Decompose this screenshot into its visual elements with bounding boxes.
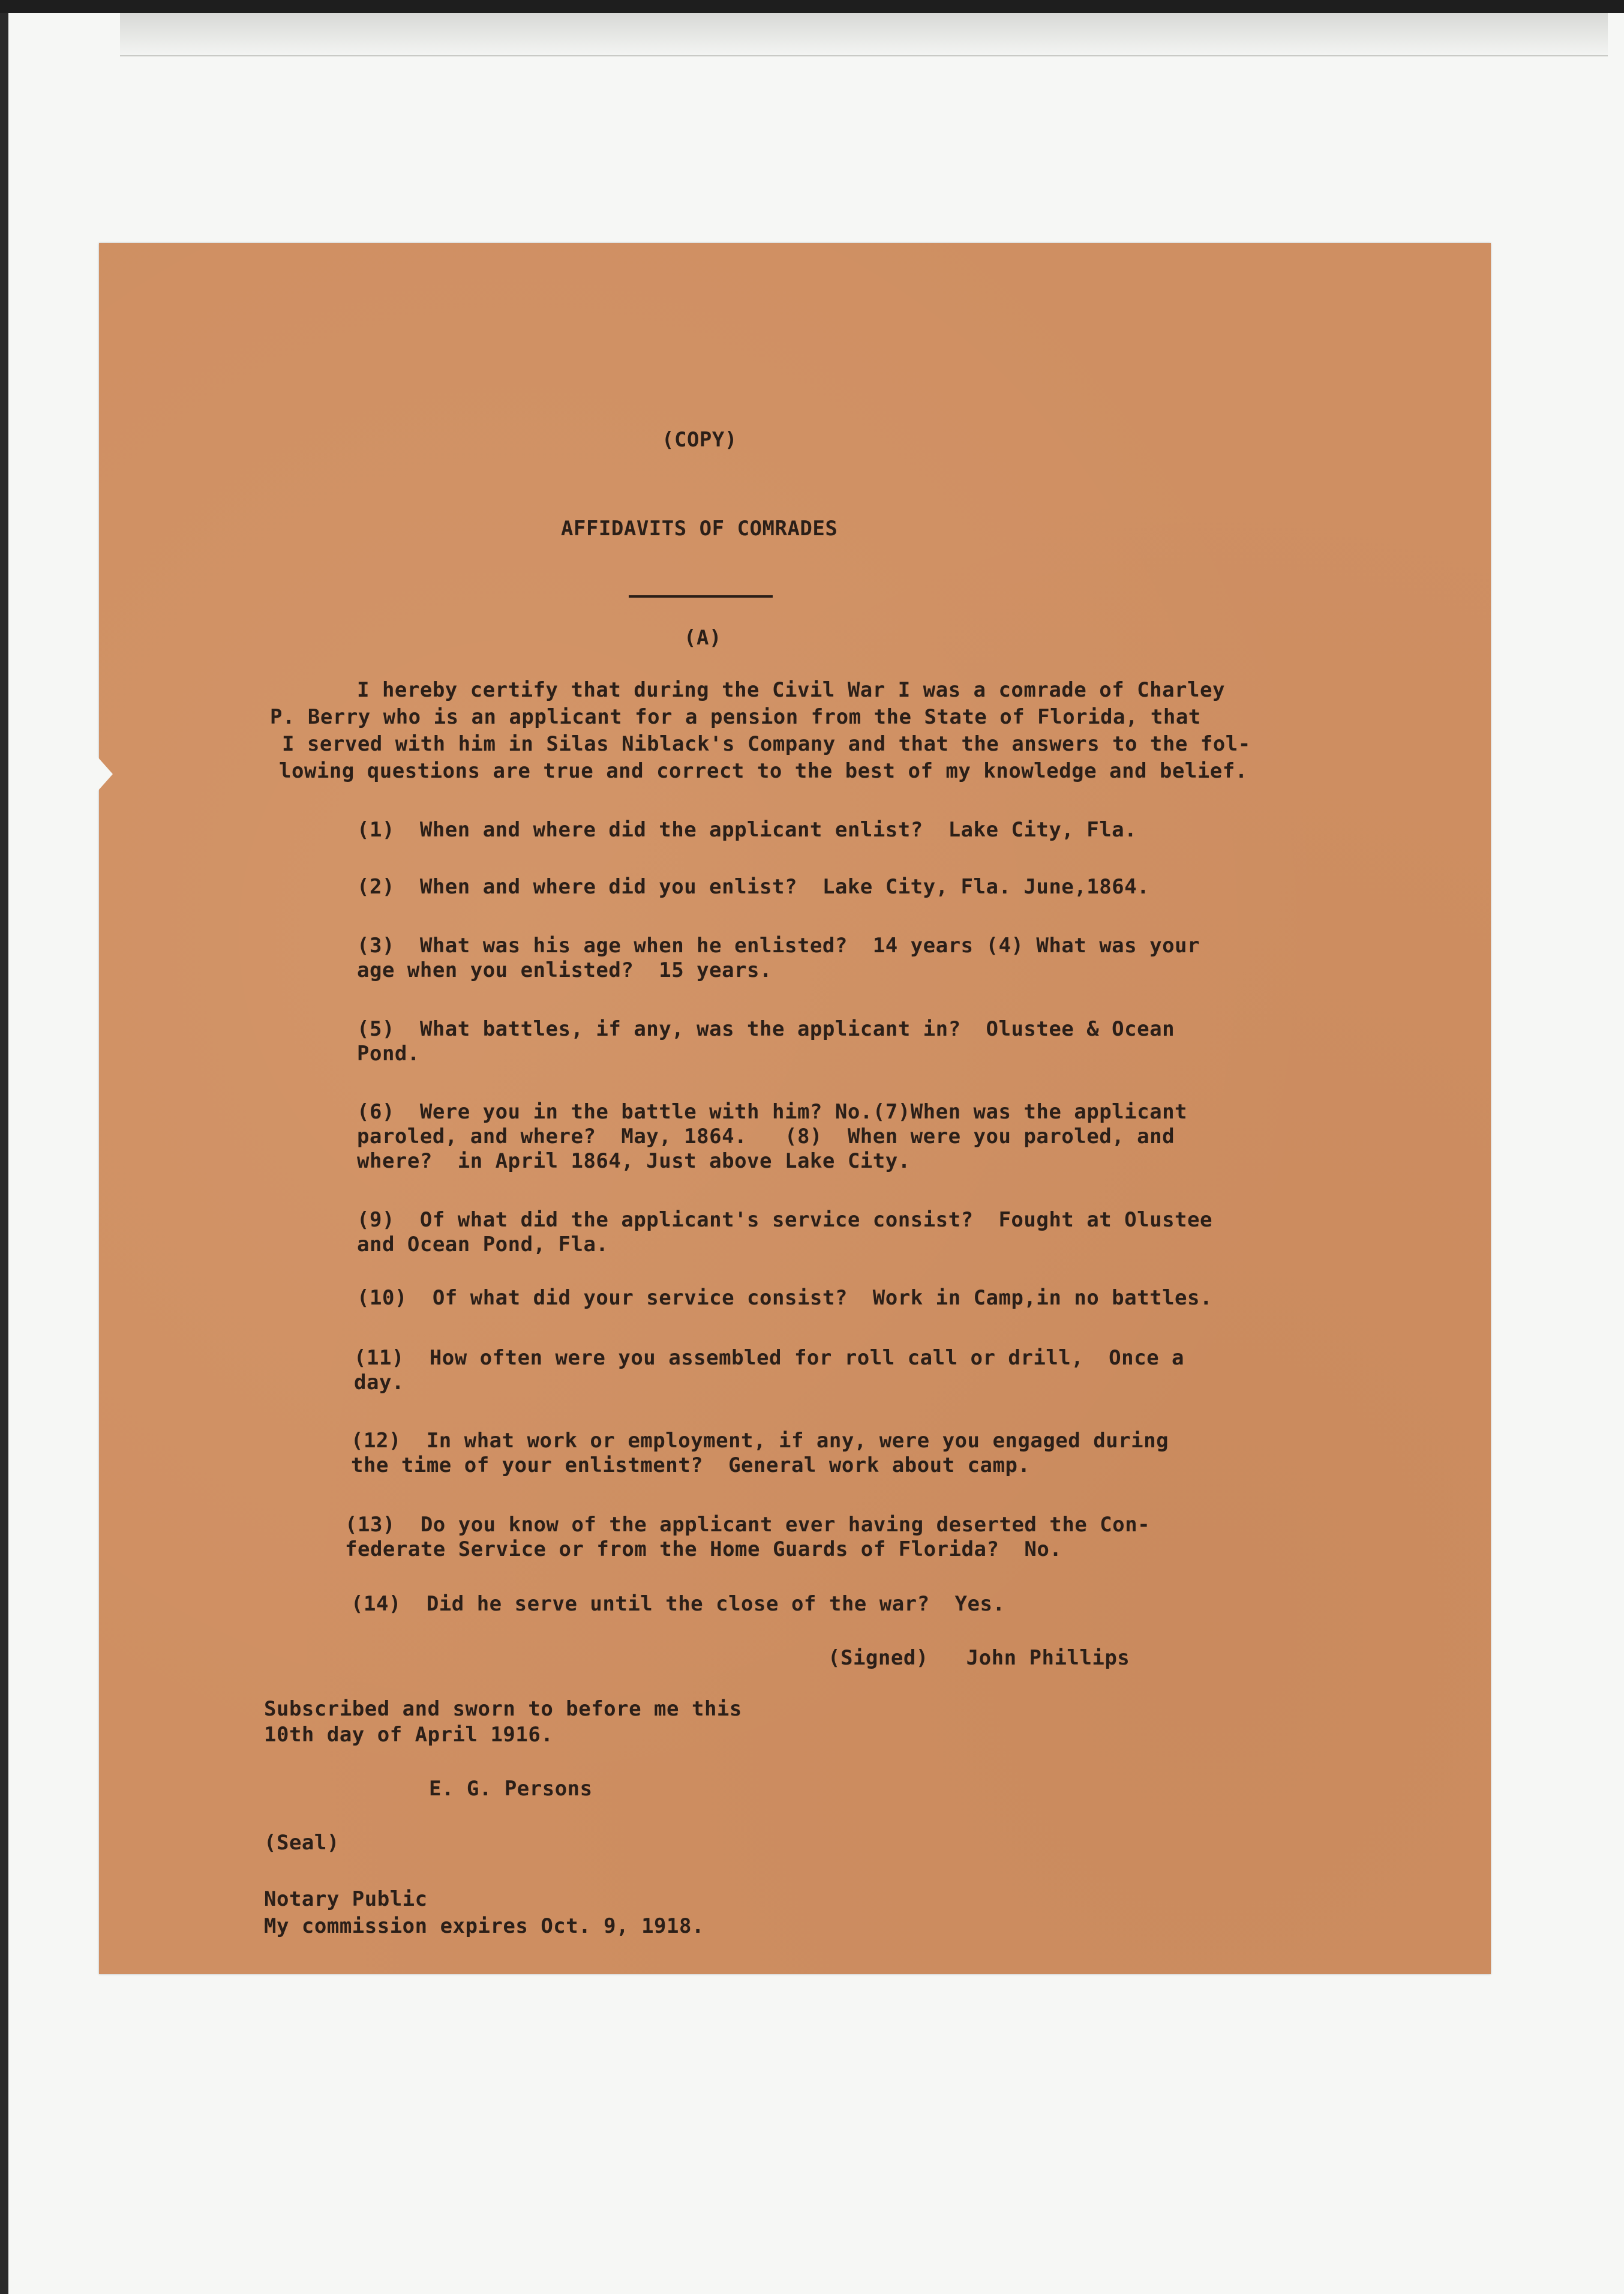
scan-top-edge: [0, 0, 1624, 13]
paper-tear-notch: [89, 747, 113, 801]
seal-label: (Seal): [264, 1831, 340, 1855]
question-line: (11) How often were you assembled for roll call or drill, Once a: [354, 1346, 1185, 1370]
question-line: (13) Do you know of the applicant ever having deserted the Con-: [345, 1513, 1151, 1537]
notary-name: E. G. Persons: [429, 1777, 593, 1801]
notary-line: Notary Public: [264, 1887, 428, 1911]
question-line: (12) In what work or employment, if any, were you engaged during: [351, 1429, 1169, 1453]
question-line: (1) When and where did the applicant enlist? Lake City, Fla.: [357, 818, 1137, 842]
signature-line: (Signed) John Phillips: [828, 1646, 1130, 1670]
question-line: day.: [354, 1371, 404, 1395]
question-line: (2) When and where did you enlist? Lake City, Fla. June,1864.: [357, 875, 1150, 899]
question-line: (3) What was his age when he enlisted? 14 years (4) What was your: [357, 934, 1200, 958]
title-rule: [629, 595, 773, 598]
subscribed-line: 10th day of April 1916.: [264, 1723, 554, 1747]
question-line: (6) Were you in the battle with him? No.(7)When was the applicant: [357, 1100, 1188, 1124]
question-line: where? in April 1864, Just above Lake City.: [357, 1149, 911, 1173]
section-label: (A): [684, 626, 722, 650]
question-line: (14) Did he serve until the close of the war? Yes.: [351, 1592, 1005, 1616]
notary-line: My commission expires Oct. 9, 1918.: [264, 1914, 704, 1938]
document-title: AFFIDAVITS OF COMRADES: [561, 517, 838, 541]
question-line: the time of your enlistment? General work about camp.: [351, 1453, 1031, 1477]
intro-line: lowing questions are true and correct to the best of my knowledge and belief.: [279, 759, 1248, 783]
question-line: and Ocean Pond, Fla.: [357, 1233, 609, 1257]
scan-backing-sheet: [120, 13, 1608, 56]
intro-line: P. Berry who is an applicant for a pension from the State of Florida, that: [270, 705, 1201, 729]
question-line: Pond.: [357, 1042, 420, 1066]
question-line: (9) Of what did the applicant's service consist? Fought at Olustee: [357, 1208, 1212, 1232]
question-line: age when you enlisted? 15 years.: [357, 958, 773, 982]
scan-left-edge: [0, 0, 8, 2294]
intro-line: I hereby certify that during the Civil War I was a comrade of Charley: [357, 678, 1225, 702]
question-line: (5) What battles, if any, was the applicant in? Olustee & Ocean: [357, 1017, 1175, 1041]
intro-line: I served with him in Silas Niblack's Company and that the answers to the fol-: [282, 732, 1251, 756]
copy-label: (COPY): [662, 428, 737, 452]
question-line: (10) Of what did your service consist? Work in Camp,in no battles.: [357, 1286, 1212, 1310]
subscribed-line: Subscribed and sworn to before me this: [264, 1697, 742, 1721]
question-line: paroled, and where? May, 1864. (8) When were you paroled, and: [357, 1124, 1175, 1149]
question-line: federate Service or from the Home Guards of Florida? No.: [345, 1537, 1062, 1561]
